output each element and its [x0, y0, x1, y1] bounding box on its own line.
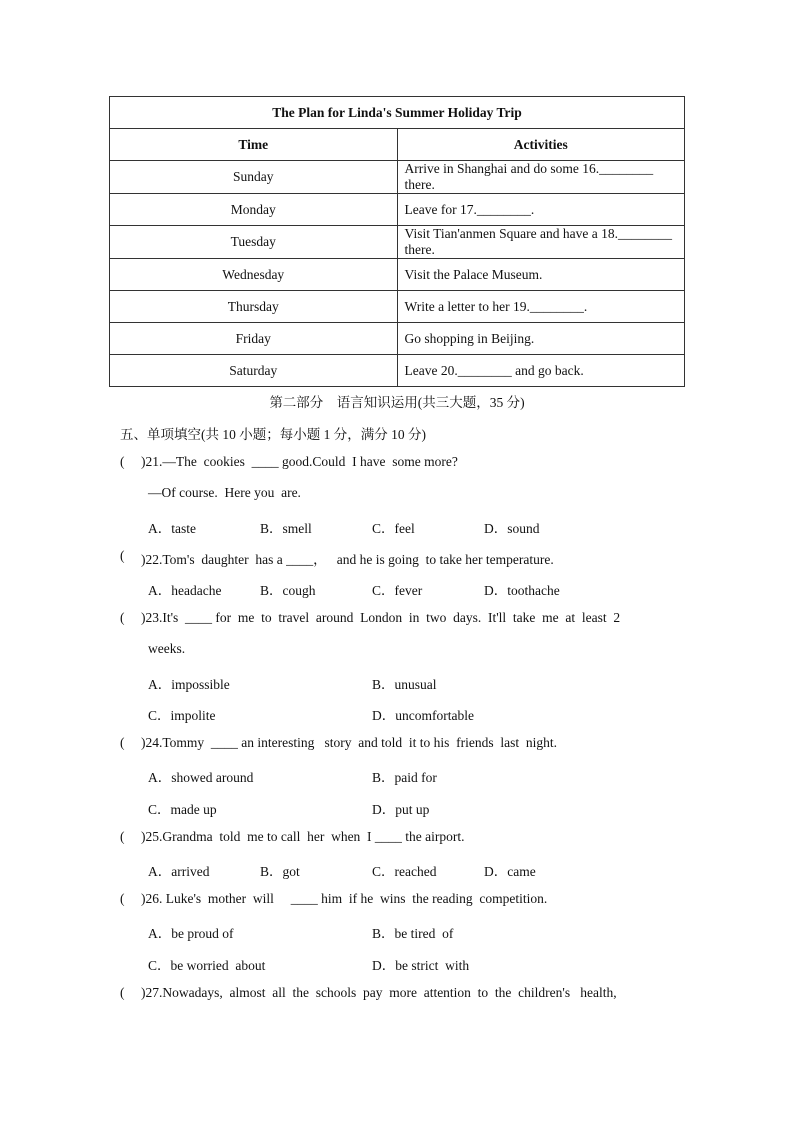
header-activities: Activities: [397, 129, 685, 161]
question-stem-continued: weeks.: [148, 641, 186, 656]
table-row: [110, 194, 685, 226]
table-row: [110, 161, 685, 194]
question-stem: )22.Tom's daughter has a ____， and he is going to take her temperature.: [141, 552, 554, 567]
plan-table: [109, 96, 685, 387]
question-stem: )25.Grandma told me to call her when I ____ the airport.: [141, 829, 465, 844]
option-a: A．taste: [148, 521, 196, 536]
option-d: D．toothache: [484, 583, 560, 598]
answer-paren: (: [120, 985, 125, 1000]
row-time: Monday: [110, 194, 398, 226]
row-time: Saturday: [110, 355, 398, 387]
row-activity: Go shopping in Beijing.: [397, 323, 685, 355]
answer-paren: (: [120, 548, 125, 563]
option-a: A．impossible: [148, 677, 230, 692]
option-c: C．feel: [372, 521, 415, 536]
option-d: D．came: [484, 864, 536, 879]
table-title: The Plan for Linda's Summer Holiday Trip: [110, 97, 685, 129]
option-a: A．arrived: [148, 864, 210, 879]
question-stem: )26. Luke's mother will ____ him if he wins the reading competition.: [141, 891, 548, 906]
answer-paren: (: [120, 610, 125, 625]
option-c: C．be worried about: [148, 958, 266, 973]
row-time: Friday: [110, 323, 398, 355]
row-time: Thursday: [110, 291, 398, 323]
option-c: C．impolite: [148, 708, 216, 723]
option-d: D．uncomfortable: [372, 708, 474, 723]
option-c: C．made up: [148, 802, 217, 817]
table-row: [110, 291, 685, 323]
table-row: [110, 259, 685, 291]
answer-paren: (: [120, 891, 125, 906]
option-a: A．showed around: [148, 770, 254, 785]
option-c: C．fever: [372, 583, 423, 598]
option-b: B．smell: [260, 521, 312, 536]
row-time: Sunday: [110, 161, 398, 194]
table-row: [110, 323, 685, 355]
header-time: Time: [110, 129, 398, 161]
option-d: D．sound: [484, 521, 540, 536]
row-activity: Leave 20.________ and go back.: [397, 355, 685, 387]
option-b: B．got: [260, 864, 300, 879]
row-activity: Visit the Palace Museum.: [397, 259, 685, 291]
table-row: [110, 226, 685, 259]
part-title: 五、单项填空(共 10 小题；每小题 1 分，满分 10 分): [120, 427, 426, 442]
option-b: B．paid for: [372, 770, 437, 785]
question-stem-continued: —Of course. Here you are.: [148, 485, 301, 500]
row-time: Tuesday: [110, 226, 398, 259]
answer-paren: (: [120, 454, 125, 469]
row-activity: Write a letter to her 19.________.: [397, 291, 685, 323]
answer-paren: (: [120, 735, 125, 750]
section-title: 第二部分 语言知识运用(共三大题，35 分): [269, 395, 525, 410]
option-d: D．be strict with: [372, 958, 470, 973]
row-activity: Leave for 17.________.: [397, 194, 685, 226]
question-stem: )21.—The cookies ____ good.Could I have some more?: [141, 454, 458, 469]
question-stem: )27.Nowadays, almost all the schools pay more attention to the children's health,: [141, 985, 617, 1000]
option-a: A．headache: [148, 583, 222, 598]
option-c: C．reached: [372, 864, 437, 879]
question-stem: )23.It's ____ for me to travel around London in two days. It'll take me at least 2: [141, 610, 621, 625]
answer-paren: (: [120, 829, 125, 844]
option-b: B．be tired of: [372, 926, 454, 941]
option-b: B．unusual: [372, 677, 437, 692]
row-time: Wednesday: [110, 259, 398, 291]
row-activity: Visit Tian'anmen Square and have a 18.________ there.: [397, 226, 685, 259]
option-b: B．cough: [260, 583, 316, 598]
row-activity: Arrive in Shanghai and do some 16.________ there.: [397, 161, 685, 194]
option-d: D．put up: [372, 802, 430, 817]
question-stem: )24.Tommy ____ an interesting story and told it to his friends last night.: [141, 735, 558, 750]
option-a: A．be proud of: [148, 926, 234, 941]
table-row: [110, 355, 685, 387]
